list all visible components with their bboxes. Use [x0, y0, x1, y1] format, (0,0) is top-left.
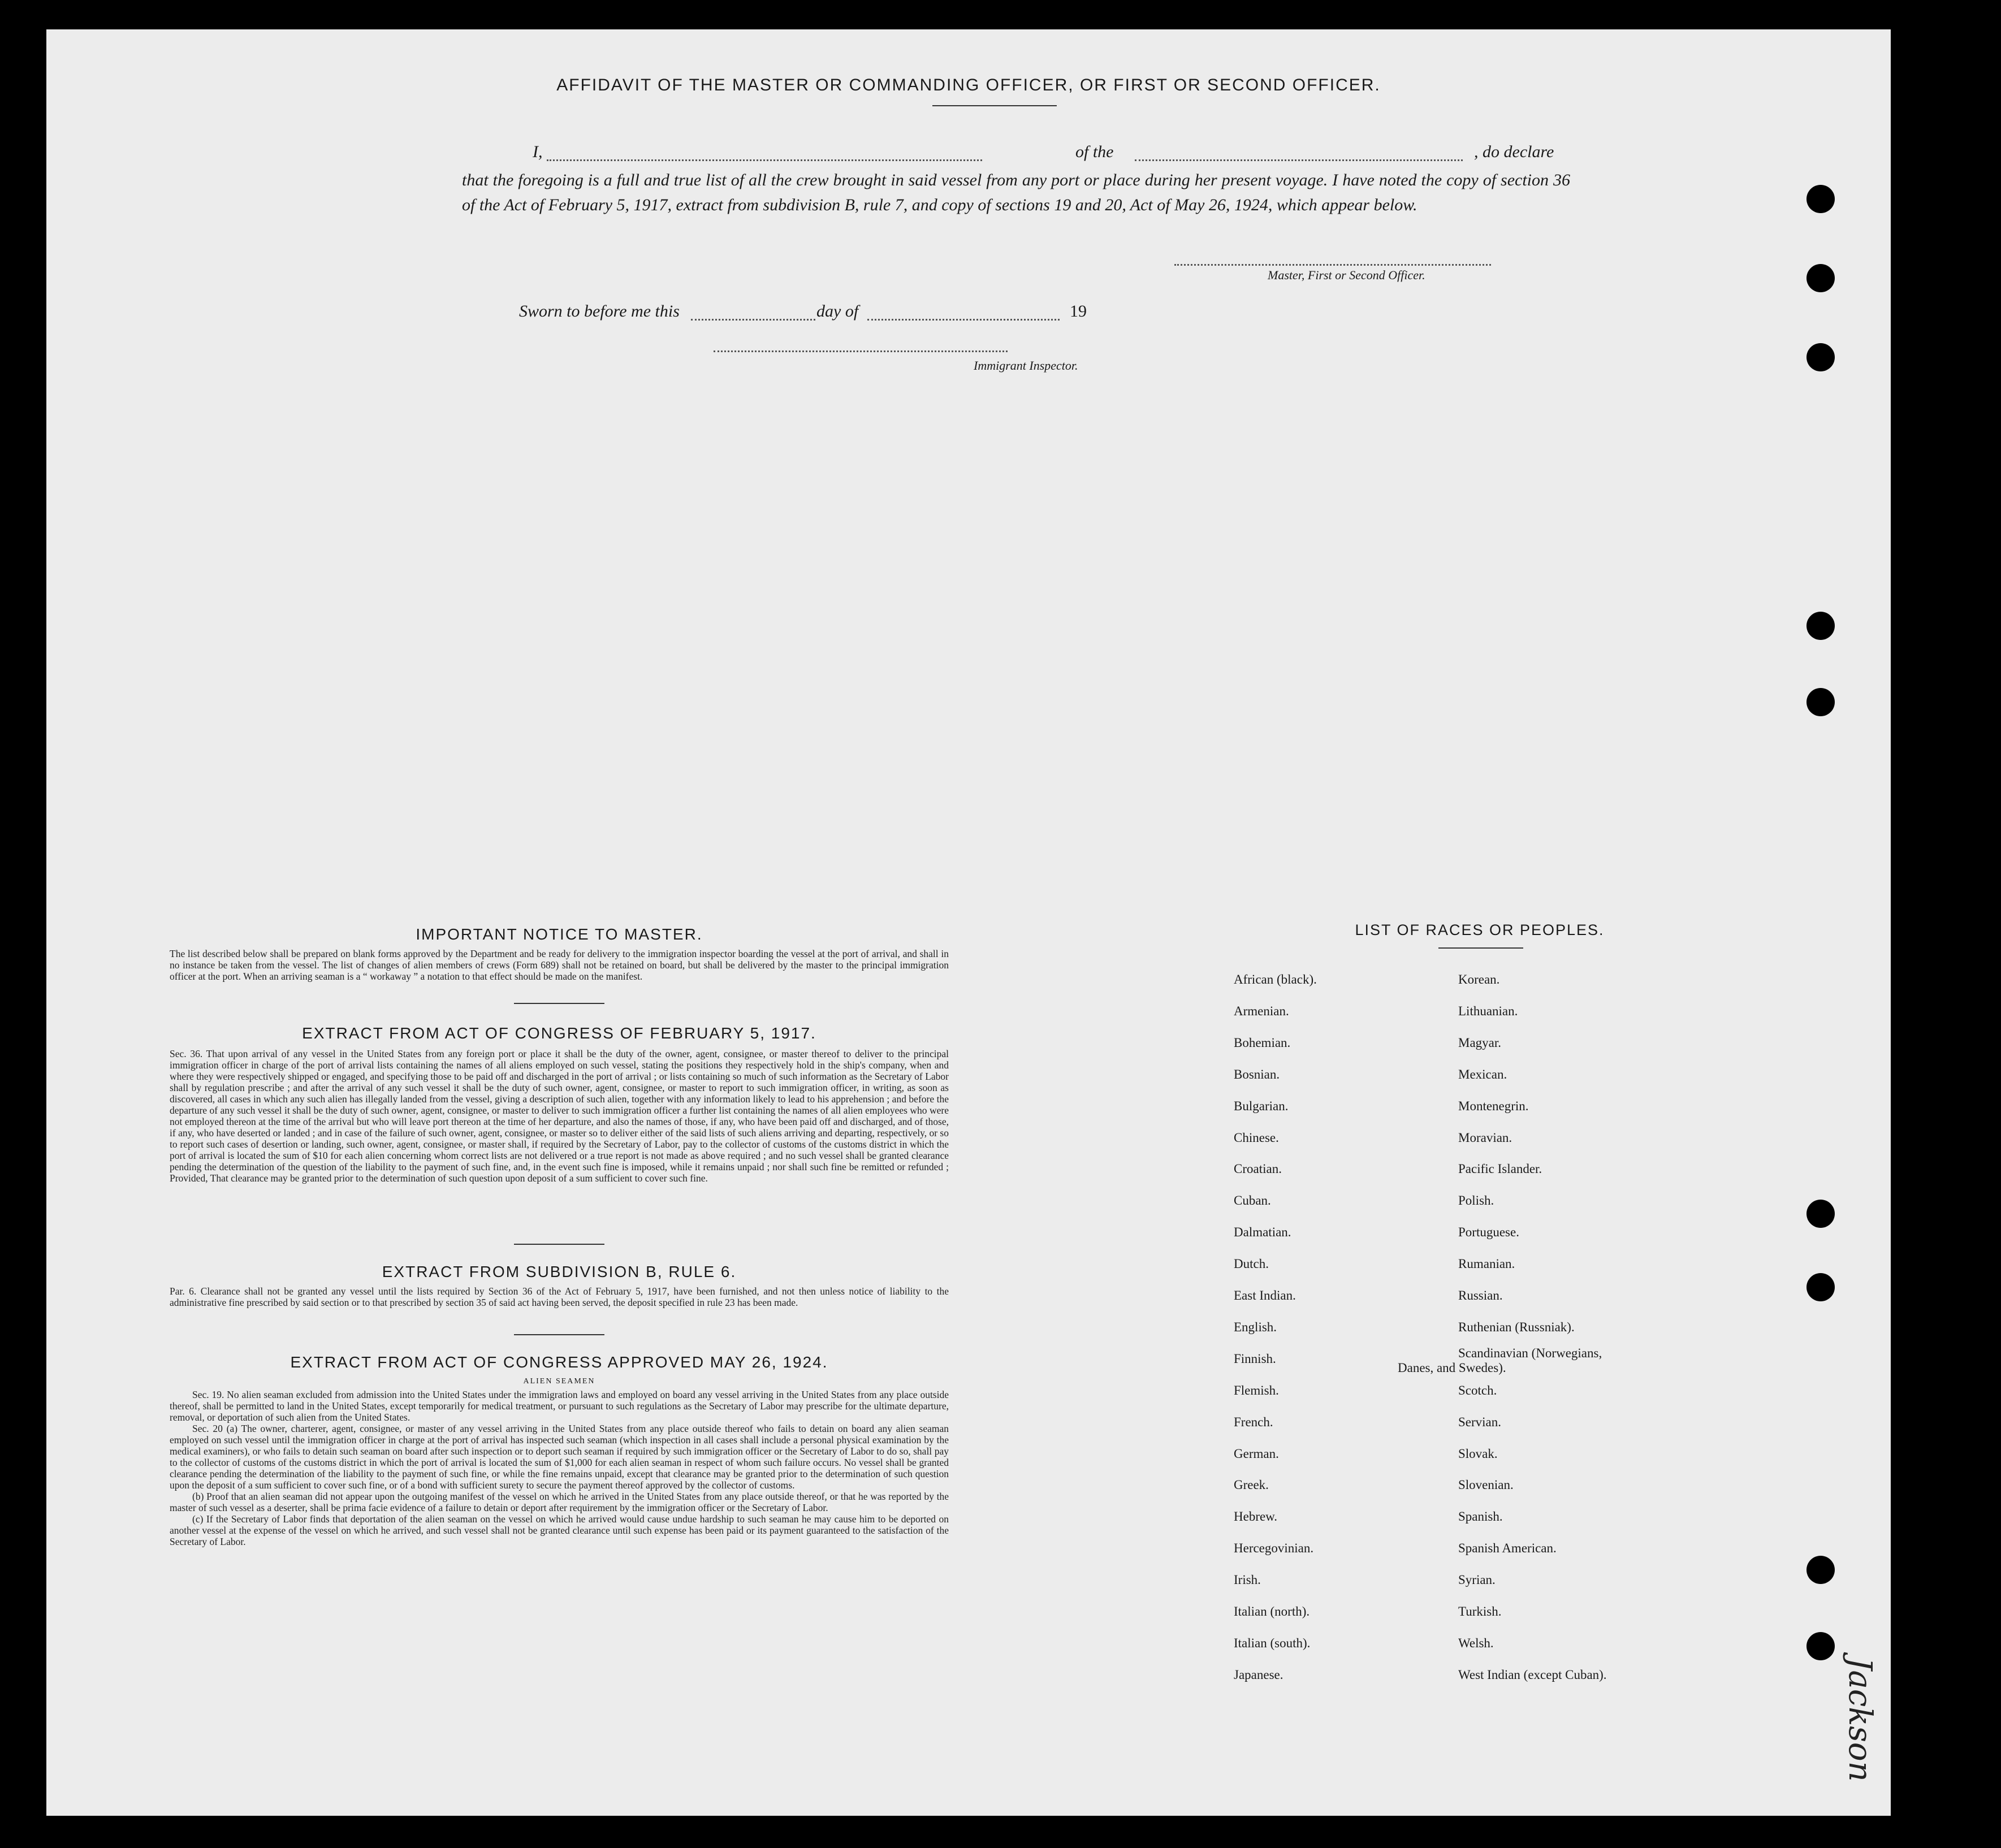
race-item: Rumanian. [1458, 1257, 1515, 1271]
affidavit-text: that the foregoing is a full and true list of all the crew brought in said vessel from any port or place during her present voyage. I have noted the copy of section 36 of the Act of February 5, 1917, extract from subdivision B, rule 7, and copy of sections 19 and 20, Act of May 26, 1924, which appear below. [462, 171, 1570, 214]
race-item: Japanese. [1234, 1667, 1283, 1682]
race-item: Magyar. [1458, 1035, 1502, 1050]
race-item: Italian (south). [1234, 1635, 1311, 1650]
sworn-label: Sworn to before me this [519, 302, 680, 321]
inspector-label: Immigrant Inspector. [974, 358, 1078, 373]
punch-hole [1806, 185, 1835, 213]
punch-hole [1806, 1556, 1835, 1584]
race-item: Ruthenian (Russniak). [1458, 1319, 1575, 1334]
punch-hole [1806, 1273, 1835, 1301]
do-declare-label: , do declare [1474, 142, 1554, 161]
title-rule [932, 105, 1057, 106]
sec-19-text: Sec. 19. No alien seaman excluded from admission into the United States under the immigration laws and employed on board any vessel arriving in the United States from any place outside thereof, shall be permitted to land in the United States, except temporarily for medical treatment, or pursuant to such regulations as the Secretary of Labor may prescribe for the ultimate departure, removal, or deportation of such alien from the United States. [170, 1389, 949, 1423]
race-item: Irish. [1234, 1573, 1261, 1587]
race-item: Chinese. [1234, 1130, 1279, 1145]
race-item: Hercegovinian. [1234, 1541, 1314, 1556]
race-item: Moravian. [1458, 1130, 1512, 1145]
extract-1924-text [170, 1389, 949, 1547]
extract-rule-text: Par. 6. Clearance shall not be granted any vessel until the lists required by Section 36 of the Act of February 5, 1917, have been furnished, and not then unless notice of liability to the administrative fine prescribed by said section or to that prescribed by section 35 of said act having been served, the deposit specified in rule 23 has been made. [170, 1286, 949, 1308]
sworn-line [46, 302, 1891, 327]
race-item: Croatian. [1234, 1162, 1282, 1176]
race-item: French. [1234, 1414, 1273, 1429]
year-label: 19 [1070, 302, 1087, 321]
races-rule [1438, 947, 1523, 949]
punch-hole [1806, 343, 1835, 371]
race-item: Scandinavian (Norwegians, [1458, 1345, 1602, 1360]
name-field[interactable] [547, 159, 982, 161]
master-signature-label: Master, First or Second Officer. [1268, 268, 1425, 282]
race-item: Servian. [1458, 1414, 1502, 1429]
race-item: Bulgarian. [1234, 1098, 1289, 1113]
race-item: Montenegrin. [1458, 1098, 1529, 1113]
race-scandinavian-cont: Danes, and Swedes). [1398, 1361, 1506, 1375]
race-item: Portuguese. [1458, 1225, 1519, 1240]
race-item: Italian (north). [1234, 1604, 1310, 1618]
notice-rule [514, 1003, 604, 1004]
race-item: Mexican. [1458, 1067, 1507, 1081]
race-item: Dalmatian. [1234, 1225, 1291, 1240]
race-item: Spanish American. [1458, 1541, 1557, 1556]
race-item: Korean. [1458, 972, 1500, 986]
i-label: I, [533, 142, 543, 161]
punch-hole [1806, 1200, 1835, 1228]
race-item: Hebrew. [1234, 1509, 1278, 1524]
race-item: German. [1234, 1446, 1279, 1461]
sec-20c-text: (c) If the Secretary of Labor finds that deportation of the alien seaman on the vessel on which he arrived would cause undue hardship to such seaman he may cause him to be deported on another vessel at the expense of the vessel on which he arrived, and such vessel shall not be granted clearance until such expense has been paid or its payment guaranteed to the satisfaction of the Secretary of Labor. [170, 1513, 949, 1547]
race-item: Bohemian. [1234, 1035, 1291, 1050]
race-item: Scotch. [1458, 1383, 1497, 1397]
race-item: Flemish. [1234, 1383, 1279, 1397]
sec-20b-text: (b) Proof that an alien seaman did not appear upon the outgoing manifest of the vessel on which he arrived in the United States from any place outside thereof, or that he was reported by the master of such vessel as a deserter, shall be prima facie evidence of a failure to detain or deport after requirement by the immigration officer or the Secretary of Labor. [170, 1491, 949, 1513]
vessel-field[interactable] [1135, 159, 1463, 161]
extract-1917-text: Sec. 36. That upon arrival of any vessel in the United States from any foreign port or place it shall be the duty of the owner, agent, consignee, or master thereof to deliver to the principal immigration officer in charge of the port of arrival lists containing the names of all aliens employed on such vessel, stating the positions they respectively hold in the ship's company, when and where they were respectively shipped or engaged, and specifying those to be paid off and discharged in the port of arrival ; or lists containing so much of such information as the Secretary of Labor shall by regulation prescribe ; and after the arrival of any such vessel it shall be the duty of such owner, agent, consignee, or master to report to such immigration officer, in writing, as soon as discovered, all cases in which any such alien has illegally landed from the vessel, giving a description of such alien, together with any information likely to lead to his apprehension ; and before the departure of any such vessel it shall be the duty of such owner, agent, consignee, or master to deliver to such immigration officer a further list containing the names of all alien employees who were not employed thereon at the time of the arrival but who will leave port thereon at the time of her departure, and also the names of those, if any, who have been paid off and discharged, and of those, if any, who have deserted or landed ; and in case of the failure of such owner, agent, consignee, or master so to deliver either of the said lists of such aliens arriving and departing, respectively, or so to report such cases of desertion or landing, such owner, agent, consignee, or master shall, if required by the Secretary of Labor, pay to the collector of customs of the customs district in which the port of arrival is located the sum of $10 for each alien concerning whom correct lists are not delivered or a true report is not made as above required ; and no such vessel shall be granted clearance pending the determination of the question of the liability to the payment of such fine, and, in the event such fine is imposed, while it remains unpaid ; nor shall such fine be remitted or refunded ; Provided, That clearance may be granted prior to the determination of such question upon deposit of a sum sufficient to cover such fine. [170, 1048, 949, 1184]
race-item: Armenian. [1234, 1003, 1289, 1018]
race-item: Welsh. [1458, 1635, 1494, 1650]
race-item: Polish. [1458, 1193, 1494, 1208]
affidavit-title: AFFIDAVIT OF THE MASTER OR COMMANDING OFFICER, OR FIRST OR SECOND OFFICER. [556, 76, 1381, 94]
race-item: Cuban. [1234, 1193, 1271, 1208]
race-item: Greek. [1234, 1478, 1269, 1492]
extract-1924-title: EXTRACT FROM ACT OF CONGRESS APPROVED MAY 26, 1924. [290, 1353, 828, 1371]
extract-1924-subtitle: ALIEN SEAMEN [523, 1377, 595, 1386]
manifest-page [46, 29, 1891, 1816]
race-item: Bosnian. [1234, 1067, 1280, 1081]
notice-title: IMPORTANT NOTICE TO MASTER. [416, 925, 703, 943]
notice-text: The list described below shall be prepared on blank forms approved by the Department and be ready for delivery to the immigration inspector boarding the vessel at the port of arrival, and shall in no instance be taken from the vessel. The list of changes of alien members of crews (Form 689) shall not be retained on board, but shall be delivered by the master to the principal immigration officer at the port. When an arriving seaman is a “ workaway ” a notation to that effect should be made on the manifest. [170, 948, 949, 982]
extract-1917-title: EXTRACT FROM ACT OF CONGRESS OF FEBRUARY 5, 1917. [302, 1024, 816, 1042]
extract-rule-title: EXTRACT FROM SUBDIVISION B, RULE 6. [382, 1263, 737, 1280]
race-item: Pacific Islander. [1458, 1162, 1542, 1176]
race-item: Syrian. [1458, 1573, 1496, 1587]
race-item: Spanish. [1458, 1509, 1503, 1524]
race-item: Russian. [1458, 1288, 1503, 1302]
races-title: LIST OF RACES OR PEOPLES. [1355, 921, 1605, 938]
race-item: English. [1234, 1319, 1277, 1334]
race-item: Lithuanian. [1458, 1003, 1518, 1018]
inspector-signature-field[interactable] [714, 350, 1008, 352]
punch-hole [1806, 688, 1835, 716]
sec-20a-text: Sec. 20 (a) The owner, charterer, agent, consignee, or master of any vessel arriving in the United States from any place outside thereof who fails to detain on board any alien seaman employed on such vessel until the immigration officer in charge at the port of arrival has inspected such seaman (which inspection in all cases shall include a personal physical examination by the medical examiners), or who fails to detain such seaman on board after such inspection or to deport such seaman if required by such immigration officer or the Secretary of Labor to do so, shall pay to the collector of customs of the customs district in which the port of arrival is located the sum of $1,000 for each alien seaman in respect of whom such failure occurs. No vessel shall be granted clearance pending the determination of the liability to the payment of such fine, or while the fine remains unpaid, except that clearance may be granted prior to the determination of such question upon the deposit of a sum sufficient to cover such fine, or of a bond with sufficient surety to secure the payment thereof approved by the collector of customs. [170, 1423, 949, 1491]
punch-hole [1806, 612, 1835, 640]
handwritten-signature: Jackson [1842, 1657, 1878, 1782]
day-of-label: day of [816, 302, 859, 321]
race-item: East Indian. [1234, 1288, 1296, 1302]
punch-hole [1806, 1632, 1835, 1660]
extract-rule-rule [514, 1334, 604, 1335]
master-signature-field[interactable] [1174, 264, 1491, 266]
race-item: West Indian (except Cuban). [1458, 1667, 1607, 1682]
race-item: Finnish. [1234, 1351, 1276, 1366]
race-item: Slovak. [1458, 1446, 1498, 1461]
sworn-day-field[interactable] [691, 319, 815, 321]
sworn-month-field[interactable] [867, 319, 1060, 321]
race-item: African (black). [1234, 972, 1317, 986]
punch-hole [1806, 264, 1835, 292]
race-item: Turkish. [1458, 1604, 1502, 1618]
race-item: Slovenian. [1458, 1478, 1514, 1492]
extract-1917-rule [514, 1244, 604, 1245]
affidavit-name-line [46, 142, 1891, 167]
of-the-label: of the [1075, 142, 1114, 161]
race-item: Dutch. [1234, 1257, 1269, 1271]
